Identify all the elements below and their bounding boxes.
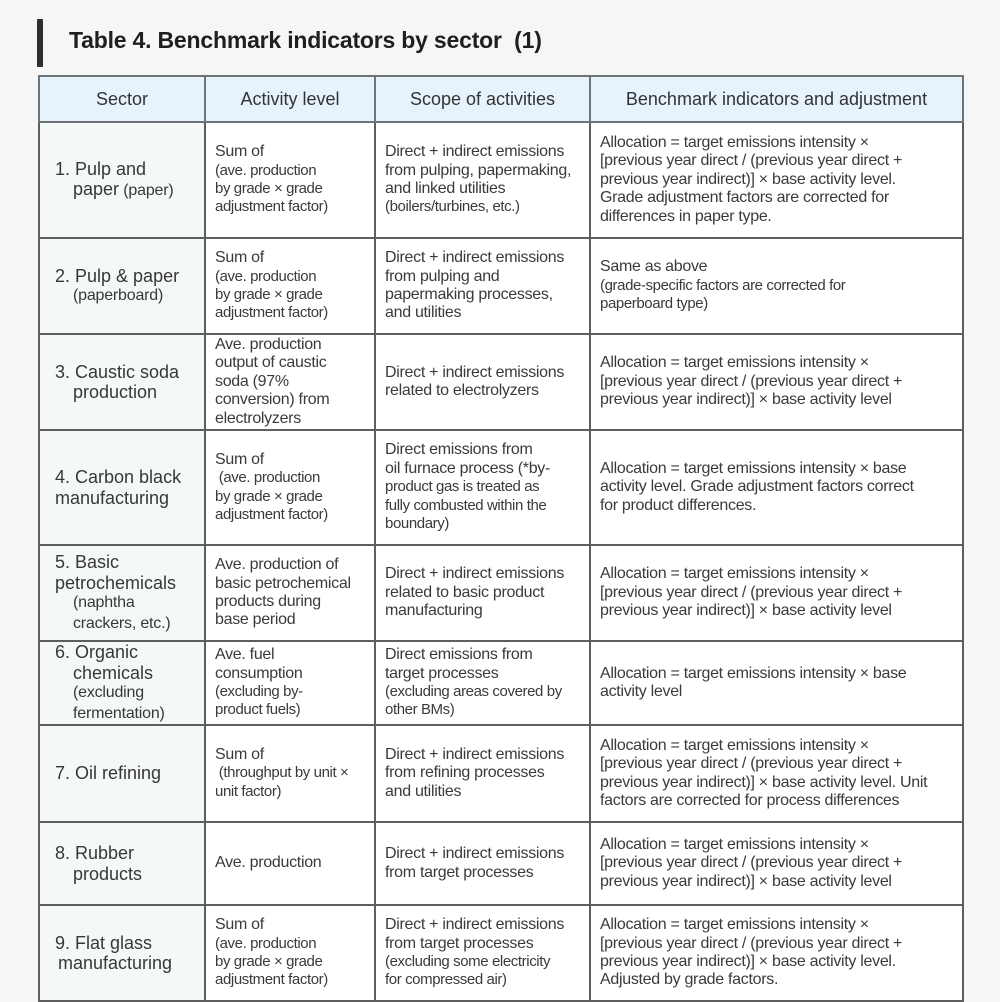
- activity-line: by grade × grade: [215, 180, 323, 197]
- sector-subtype: crackers, etc.): [73, 614, 171, 632]
- sector-cell: [39, 238, 205, 334]
- table-row: [39, 334, 963, 430]
- benchmark-cell: [590, 822, 963, 905]
- sector-name-line2: paper: [73, 179, 120, 199]
- table-title: Table 4. Benchmark indicators by sector (1): [69, 27, 542, 53]
- activity-level-cell: [205, 725, 375, 822]
- activity-line: adjustment factor): [215, 304, 328, 322]
- sector-name-cont: [55, 179, 200, 202]
- scope-line: related to electrolyzers: [385, 382, 539, 399]
- scope-line: Direct + indirect emissions: [385, 745, 565, 763]
- activity-line: adjustment factor): [215, 198, 328, 216]
- activity-level-cell: [205, 641, 375, 725]
- sector-name-line2: chemicals: [73, 662, 154, 683]
- table-row: [39, 122, 963, 238]
- scope-line: from target processes: [385, 934, 534, 952]
- activity-line: Ave. production: [215, 854, 322, 872]
- sector-name-line2: manufacturing: [55, 487, 170, 508]
- sector-cell: [39, 641, 205, 725]
- sector-name: 7. Oil refining: [55, 763, 162, 784]
- table-row: [39, 238, 963, 334]
- sector-name: 5. Basic: [55, 552, 120, 572]
- activity-line: (excluding by-: [215, 683, 303, 700]
- scope-cell: [375, 430, 590, 545]
- sector-name-line2: products: [73, 863, 143, 884]
- sector-subtype: (excluding: [73, 684, 144, 701]
- sector-name: 8. Rubber: [55, 843, 135, 863]
- activity-level-cell: [205, 545, 375, 641]
- table-row: [39, 641, 963, 725]
- table-row: [39, 545, 963, 641]
- benchmark-cell: [590, 725, 963, 822]
- activity-line: Ave. fuel: [215, 646, 275, 664]
- scope-line: and utilities: [385, 782, 462, 800]
- activity-line: (ave. production: [215, 469, 320, 487]
- sector-name: 4. Carbon black: [55, 467, 182, 487]
- sector-name: 3. Caustic soda: [55, 361, 180, 382]
- benchmark-line: previous year indirect)] × base activity level: [600, 391, 892, 409]
- header-sector: Sector: [39, 76, 205, 122]
- activity-line: Sum of: [215, 450, 264, 468]
- scope-cell: [375, 822, 590, 905]
- table-header-row: [39, 76, 963, 122]
- benchmark-line: Allocation = target emissions intensity × base: [600, 664, 907, 682]
- scope-line: and linked utilities: [385, 180, 506, 197]
- header-activity-level: Activity level: [205, 76, 375, 122]
- activity-line: by grade × grade: [215, 286, 323, 303]
- activity-level-cell: [205, 822, 375, 905]
- scope-line: from pulping and: [385, 267, 500, 285]
- benchmark-line: Allocation = target emissions intensity ×: [600, 835, 869, 853]
- scope-line: and utilities: [385, 304, 462, 322]
- benchmark-line: differences in paper type.: [600, 207, 772, 225]
- activity-line: (ave. production: [215, 161, 317, 179]
- sector-subtype: (naphtha: [73, 594, 135, 611]
- benchmark-line: previous year indirect)] × base activity level.: [600, 953, 896, 970]
- scope-line: Direct + indirect emissions: [385, 363, 565, 381]
- table-row: [39, 905, 963, 1001]
- benchmark-line: [previous year direct / (previous year direct +: [600, 583, 903, 601]
- scope-line: (boilers/turbines, etc.): [385, 198, 520, 216]
- benchmark-cell: [590, 334, 963, 430]
- sector-cell: [39, 430, 205, 545]
- benchmark-line: [previous year direct / (previous year direct +: [600, 152, 903, 170]
- benchmark-line: Grade adjustment factors are corrected for: [600, 189, 889, 207]
- benchmark-cell: [590, 238, 963, 334]
- benchmark-line: [previous year direct / (previous year direct +: [600, 755, 903, 773]
- scope-line: from pulping, papermaking,: [385, 161, 572, 179]
- benchmark-line: [previous year direct / (previous year direct +: [600, 854, 903, 872]
- scope-note: other BMs): [385, 701, 455, 719]
- activity-line: output of caustic: [215, 354, 327, 372]
- activity-line: Sum of: [215, 249, 264, 267]
- activity-line: Ave. production: [215, 335, 322, 353]
- scope-cell: [375, 725, 590, 822]
- sector-cell: [39, 822, 205, 905]
- benchmark-line: previous year indirect)] × base activity level. Unit: [600, 773, 928, 791]
- scope-line: Direct + indirect emissions: [385, 845, 565, 863]
- benchmark-line: Adjusted by grade factors.: [600, 971, 779, 989]
- benchmark-cell: [590, 430, 963, 545]
- table-row: [39, 822, 963, 905]
- sector-name: 1. Pulp and: [55, 158, 147, 179]
- benchmark-line: Allocation = target emissions intensity ×: [600, 133, 869, 151]
- scope-cell: [375, 122, 590, 238]
- benchmark-line: Allocation = target emissions intensity ×: [600, 565, 869, 583]
- scope-line: Direct + indirect emissions: [385, 565, 565, 583]
- benchmark-line: for product differences.: [600, 496, 757, 514]
- benchmark-line: previous year indirect)] × base activity level: [600, 602, 892, 620]
- scope-cell: [375, 545, 590, 641]
- scope-cell: [375, 238, 590, 334]
- scope-note: (excluding some electricity: [385, 953, 551, 970]
- header-scope-of-activities: Scope of activities: [375, 76, 590, 122]
- sector-cell: [39, 545, 205, 641]
- benchmark-line: [previous year direct / (previous year direct +: [600, 934, 903, 952]
- scope-line: target processes: [385, 664, 499, 682]
- activity-line: Sum of: [215, 745, 264, 763]
- scope-line: Direct + indirect emissions: [385, 916, 565, 934]
- benchmark-line: Allocation = target emissions intensity ×: [600, 916, 869, 934]
- scope-line: boundary): [385, 515, 449, 533]
- activity-level-cell: [205, 430, 375, 545]
- scope-note: for compressed air): [385, 971, 507, 989]
- benchmark-line: [previous year direct / (previous year direct +: [600, 372, 903, 390]
- scope-line: fully combusted within the: [385, 496, 547, 514]
- activity-line: unit factor): [215, 782, 282, 800]
- scope-line: from refining processes: [385, 764, 545, 782]
- benchmark-line: Same as above: [600, 258, 708, 276]
- activity-line: soda (97%: [215, 372, 289, 390]
- activity-line: by grade × grade: [215, 953, 323, 970]
- sector-name-line2: petrochemicals: [55, 572, 177, 593]
- sector-cell: [39, 725, 205, 822]
- scope-cell: [375, 334, 590, 430]
- scope-line: manufacturing: [385, 602, 483, 620]
- activity-line: (ave. production: [215, 934, 317, 952]
- benchmark-cell: [590, 122, 963, 238]
- sector-name: 6. Organic: [55, 642, 139, 662]
- activity-level-cell: [205, 334, 375, 430]
- activity-line: product fuels): [215, 701, 301, 719]
- activity-line: adjustment factor): [215, 971, 328, 989]
- benchmark-note: paperboard type): [600, 295, 708, 313]
- sector-subtype: (paperboard): [73, 287, 164, 304]
- activity-line: Ave. production of: [215, 556, 339, 574]
- sector-name-line2: manufacturing: [58, 953, 173, 973]
- scope-line: Direct + indirect emissions: [385, 249, 565, 267]
- activity-level-cell: [205, 238, 375, 334]
- benchmark-line: activity level. Grade adjustment factors correct: [600, 478, 914, 496]
- activity-line: (throughput by unit ×: [215, 764, 349, 782]
- benchmark-line: Allocation = target emissions intensity ×: [600, 736, 869, 754]
- scope-line: papermaking processes,: [385, 286, 553, 303]
- sector-cell: [39, 122, 205, 238]
- scope-line: Direct emissions from: [385, 441, 533, 459]
- activity-line: products during: [215, 593, 321, 610]
- scope-line: oil furnace process (*by-: [385, 459, 551, 477]
- activity-line: adjustment factor): [215, 505, 328, 523]
- scope-line: from target processes: [385, 863, 534, 881]
- activity-line: basic petrochemical: [215, 574, 351, 592]
- scope-cell: [375, 905, 590, 1001]
- benchmark-cell: [590, 641, 963, 725]
- sector-cell: [39, 334, 205, 430]
- sector-name: 2. Pulp & paper: [55, 265, 180, 286]
- header-benchmark-indicators: Benchmark indicators and adjustment: [590, 76, 963, 122]
- table-row: [39, 725, 963, 822]
- activity-level-cell: [205, 122, 375, 238]
- sector-subtype: fermentation): [73, 704, 165, 722]
- sector-cell: [39, 905, 205, 1001]
- benchmark-line: Allocation = target emissions intensity × base: [600, 459, 907, 477]
- benchmark-cell: [590, 545, 963, 641]
- activity-line: Sum of: [215, 143, 264, 161]
- scope-cell: [375, 641, 590, 725]
- sector-name-line2: production: [73, 382, 158, 402]
- scope-line: Direct emissions from: [385, 646, 533, 664]
- title-accent-bar: [37, 19, 43, 67]
- activity-line: Sum of: [215, 916, 264, 934]
- activity-line: conversion) from: [215, 391, 330, 409]
- benchmark-table: [38, 75, 964, 1002]
- benchmark-line: previous year indirect)] × base activity level: [600, 872, 892, 890]
- benchmark-cell: [590, 905, 963, 1001]
- activity-line: by grade × grade: [215, 487, 323, 505]
- activity-line: (ave. production: [215, 267, 317, 285]
- sector-subtype: (paper): [119, 182, 174, 199]
- activity-line: electrolyzers: [215, 409, 301, 427]
- benchmark-line: factors are corrected for process differences: [600, 791, 900, 809]
- scope-line: Direct + indirect emissions: [385, 143, 565, 161]
- scope-line: related to basic product: [385, 583, 545, 601]
- benchmark-line: previous year indirect)] × base activity level.: [600, 170, 896, 188]
- benchmark-line: activity level: [600, 683, 683, 700]
- scope-line: product gas is treated as: [385, 478, 540, 496]
- sector-name: 9. Flat glass: [55, 932, 153, 953]
- activity-level-cell: [205, 905, 375, 1001]
- activity-line: base period: [215, 611, 296, 629]
- activity-line: consumption: [215, 664, 303, 682]
- benchmark-line: Allocation = target emissions intensity ×: [600, 354, 869, 372]
- table-row: [39, 430, 963, 545]
- scope-note: (excluding areas covered by: [385, 683, 562, 700]
- benchmark-note: (grade-specific factors are corrected for: [600, 276, 846, 294]
